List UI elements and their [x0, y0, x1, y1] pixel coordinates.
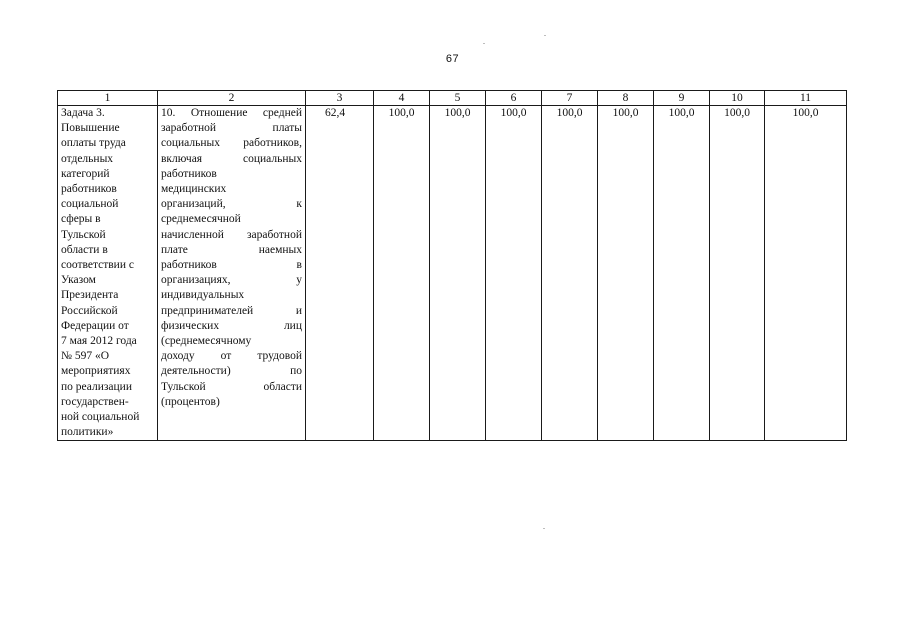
cell-text-line: Президента	[61, 289, 119, 302]
value-cell: 100,0	[430, 106, 486, 441]
indicator-cell	[158, 106, 306, 441]
cell-text-line: организаций, к	[161, 198, 302, 211]
cell-text-line: Федерации от	[61, 319, 129, 332]
cell-text-line: по реализации	[61, 380, 132, 393]
cell-text-line: Указом	[61, 274, 96, 287]
value-cell: 100,0	[654, 106, 710, 441]
scan-speck	[544, 35, 546, 36]
cell-text-line: социальной	[61, 198, 119, 211]
cell-text-line: начисленной заработной	[161, 228, 302, 241]
cell-text-line: заработной платы	[161, 122, 302, 135]
cell-text-line: включая социальных	[161, 152, 302, 165]
scan-speck	[483, 43, 485, 44]
table-row	[58, 106, 847, 441]
cell-text-line: (среднемесячному	[161, 335, 252, 348]
column-header: 11	[765, 91, 847, 106]
cell-text-line: оплаты труда	[61, 137, 126, 150]
scan-speck	[543, 528, 545, 529]
cell-text-line: Повышение	[61, 122, 120, 135]
cell-text-line: 7 мая 2012 года	[61, 335, 137, 348]
cell-text-line: среднемесячной	[161, 213, 241, 226]
column-header: 8	[598, 91, 654, 106]
page-number: 67	[445, 53, 460, 65]
column-header: 7	[542, 91, 598, 106]
cell-text-line: области в	[61, 243, 108, 256]
column-header: 6	[486, 91, 542, 106]
cell-text-line: работников	[61, 183, 117, 196]
cell-text-line: работников в	[161, 259, 302, 272]
column-header: 2	[158, 91, 306, 106]
value-cell: 100,0	[374, 106, 430, 441]
cell-text-line: Российской	[61, 304, 118, 317]
value-cell: 100,0	[598, 106, 654, 441]
cell-text-line: Тульской	[61, 228, 106, 241]
column-header: 10	[710, 91, 765, 106]
cell-text-line: Тульской области	[161, 380, 302, 393]
column-header: 3	[306, 91, 374, 106]
indicator-table	[57, 90, 847, 441]
cell-text-line: работников	[161, 167, 217, 180]
indicator-text	[161, 106, 302, 410]
cell-text-line: ной социальной	[61, 411, 140, 424]
task-text	[61, 106, 154, 440]
cell-text-line: 10. Отношение средней	[161, 107, 302, 119]
cell-text-line: № 597 «О	[61, 350, 110, 363]
cell-text-line: организациях, у	[161, 274, 302, 287]
value-cell: 100,0	[486, 106, 542, 441]
value-cell: 62,4	[306, 106, 374, 441]
cell-text-line: физических лиц	[161, 319, 302, 332]
cell-text-line: категорий	[61, 167, 110, 180]
value-cell: 100,0	[542, 106, 598, 441]
cell-text-line: мероприятиях	[61, 365, 131, 378]
cell-text-line: медицинских	[161, 183, 227, 196]
column-header: 4	[374, 91, 430, 106]
cell-text-line: деятельности) по	[161, 365, 302, 378]
value-cell: 100,0	[765, 106, 847, 441]
cell-text-line: предпринимателей и	[161, 304, 302, 317]
cell-text-line: Задача 3.	[61, 107, 105, 119]
task-cell	[58, 106, 158, 441]
value-cell: 100,0	[710, 106, 765, 441]
cell-text-line: соответствии с	[61, 259, 134, 272]
cell-text-line: политики»	[61, 426, 114, 439]
cell-text-line: плате наемных	[161, 243, 302, 256]
cell-text-line: государствен-	[61, 395, 129, 408]
table-header-row	[58, 91, 847, 106]
column-header: 5	[430, 91, 486, 106]
column-header: 1	[58, 91, 158, 106]
cell-text-line: индивидуальных	[161, 289, 245, 302]
cell-text-line: отдельных	[61, 152, 114, 165]
cell-text-line: доходу от трудовой	[161, 350, 302, 363]
column-header: 9	[654, 91, 710, 106]
cell-text-line: сферы в	[61, 213, 101, 226]
cell-text-line: социальных работников,	[161, 137, 302, 150]
cell-text-line: (процентов)	[161, 395, 220, 408]
